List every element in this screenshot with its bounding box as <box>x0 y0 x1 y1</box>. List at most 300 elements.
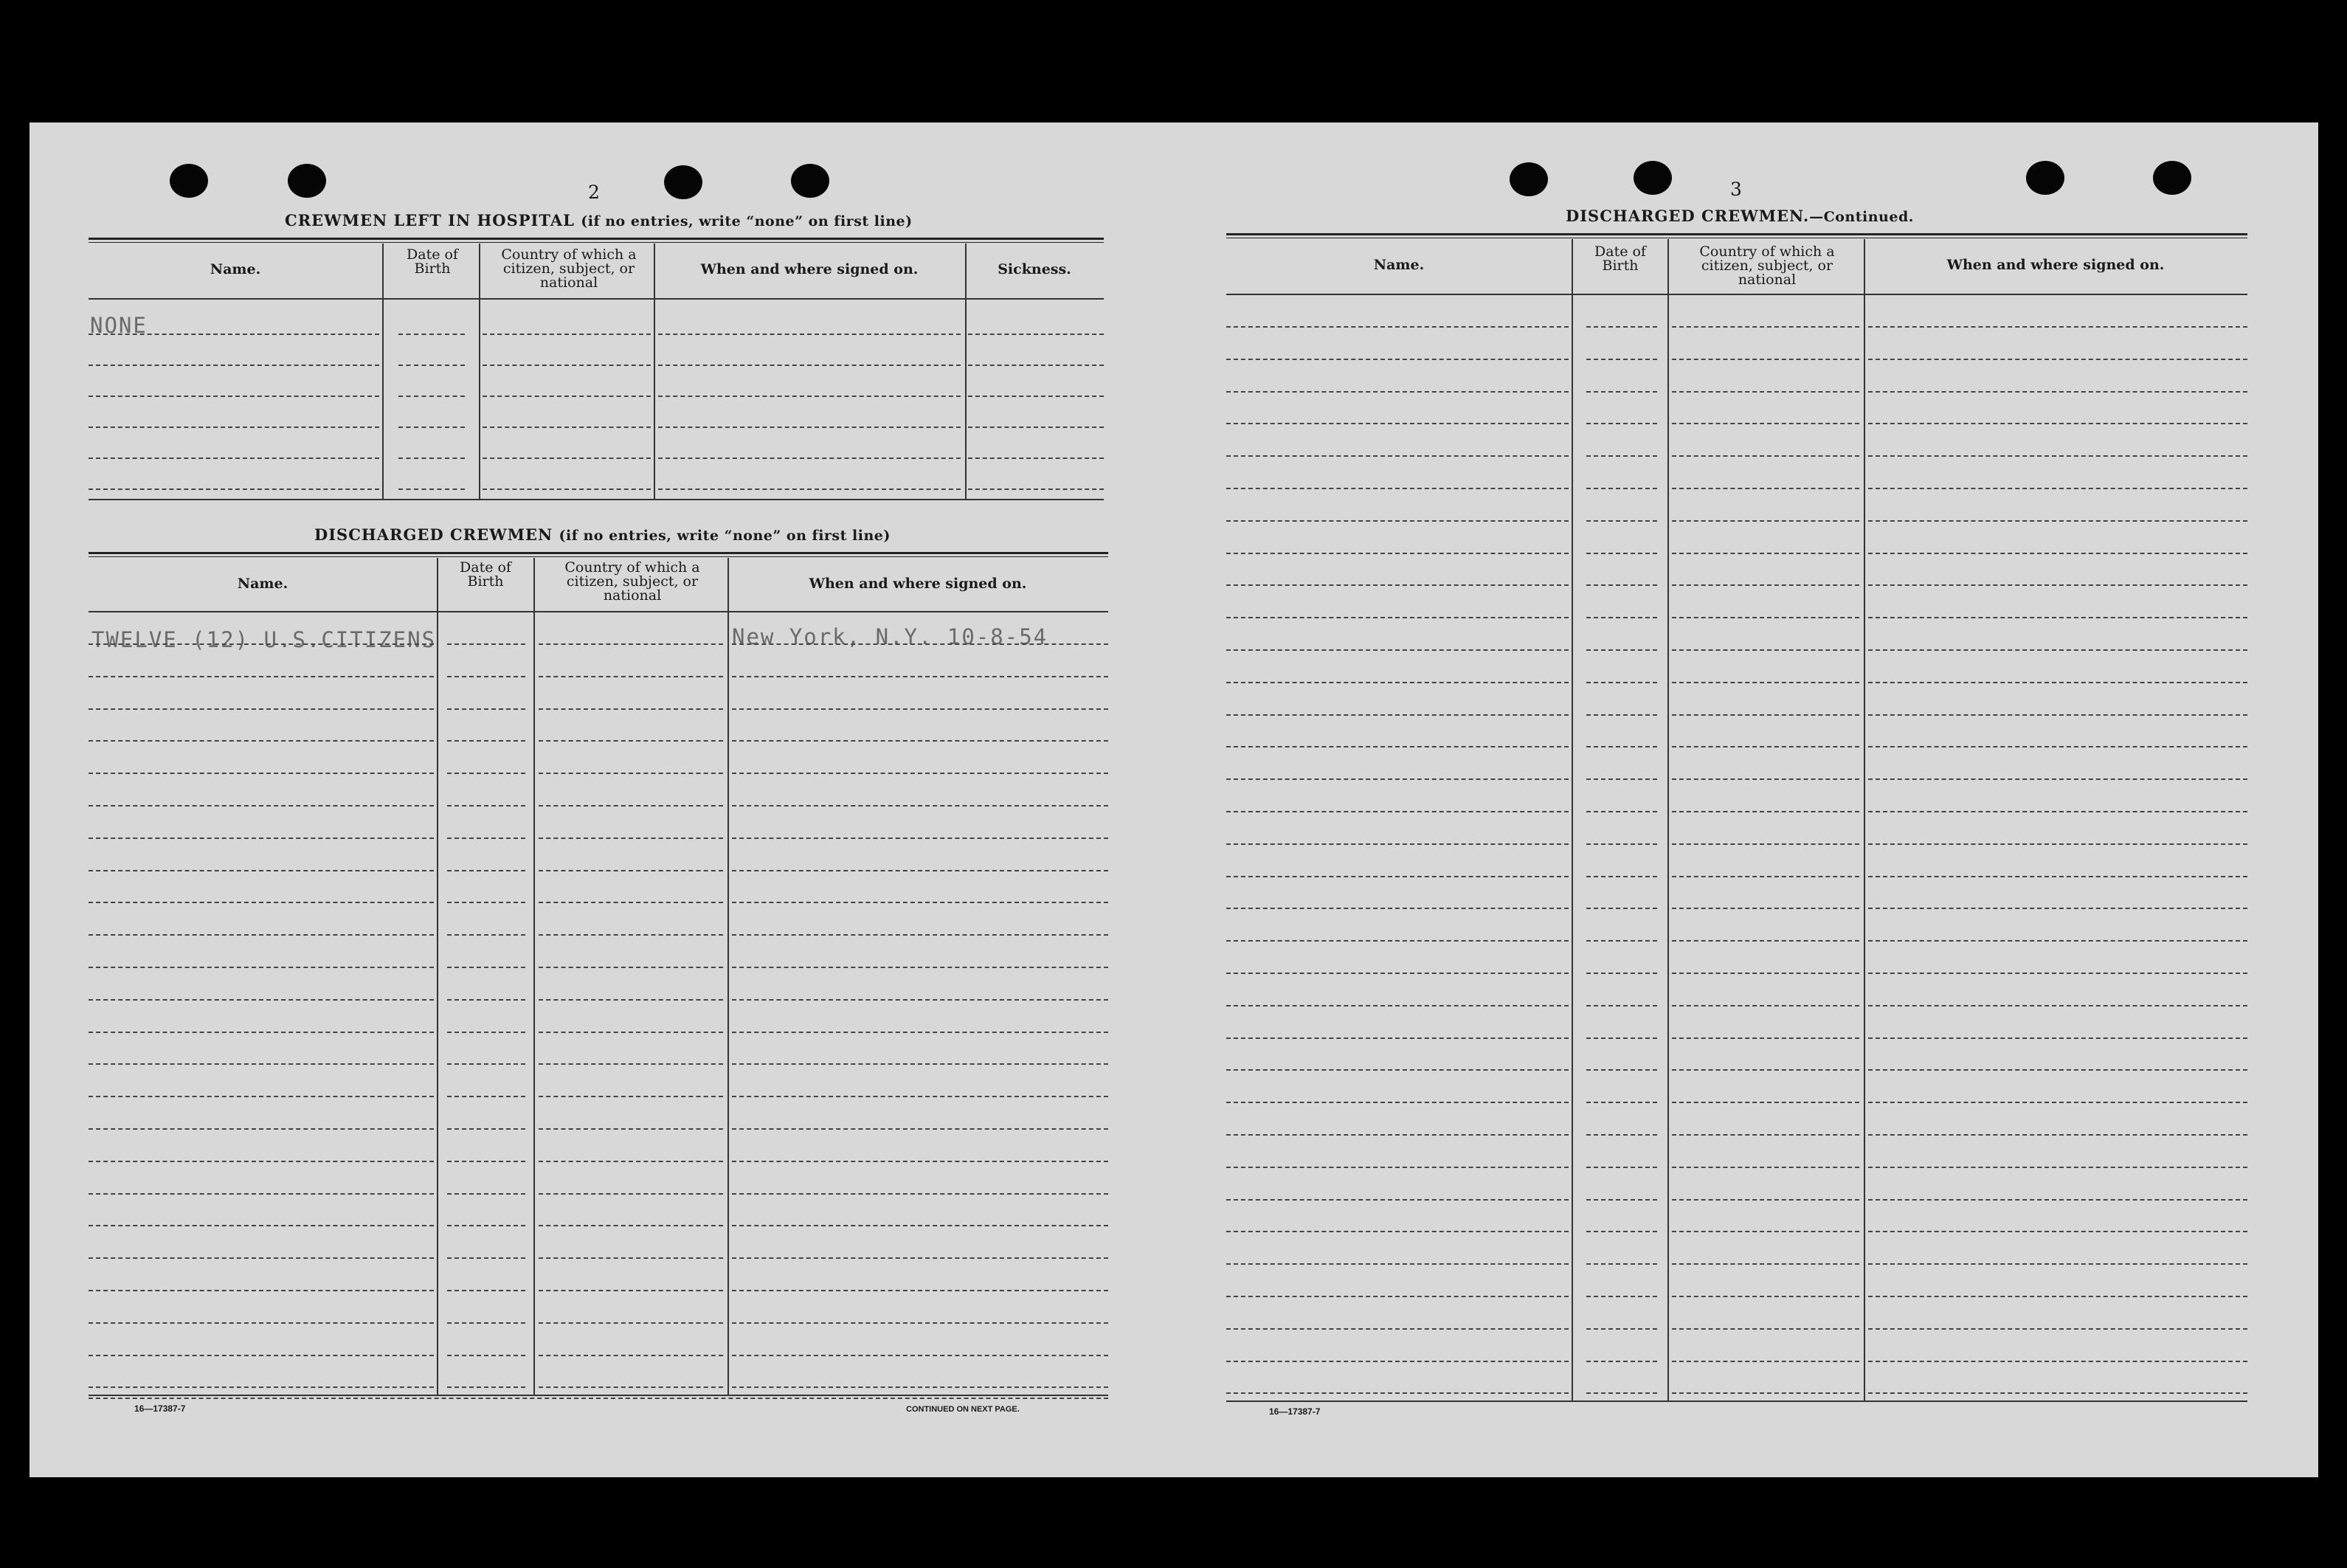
entry-line <box>732 1225 1108 1226</box>
entry-line <box>1868 617 2247 618</box>
entry-line <box>1226 1392 1569 1394</box>
entry-line <box>539 708 723 710</box>
entry-line <box>1868 1102 2247 1103</box>
entry-line <box>1672 908 1859 909</box>
document-sheet <box>30 122 2318 1477</box>
entry-line <box>89 934 434 936</box>
entry-line <box>1868 1134 2247 1136</box>
entry-line <box>968 365 1104 366</box>
entry-line <box>447 1032 525 1033</box>
entry-line <box>732 1096 1108 1097</box>
entry-line <box>447 773 525 774</box>
entry-line <box>1586 584 1657 586</box>
entry-line <box>1672 1102 1859 1103</box>
discharged-section-title: DISCHARGED CREWMEN (if no entries, write “none” on first line) <box>314 525 891 544</box>
column-divider <box>727 558 729 1395</box>
entry-line <box>89 1225 434 1226</box>
entry-line <box>483 488 651 490</box>
entry-line <box>732 1161 1108 1162</box>
entry-line <box>539 999 723 1001</box>
entry-line <box>1226 488 1569 489</box>
entry-line <box>1672 1069 1859 1071</box>
entry-line <box>447 837 525 839</box>
entry-line <box>539 1063 723 1065</box>
entry-line <box>658 457 961 459</box>
entry-line <box>447 1193 525 1195</box>
entry-line <box>1868 391 2247 393</box>
entry-line <box>539 1257 723 1259</box>
entry-line <box>732 1032 1108 1033</box>
entry-line <box>732 773 1108 774</box>
entry-line <box>89 773 434 774</box>
entry-line <box>447 967 525 968</box>
column-header-name: Name. <box>237 576 288 592</box>
entry-line <box>447 643 525 645</box>
entry-line <box>1226 1069 1569 1071</box>
entry-line <box>732 1257 1108 1259</box>
entry-line <box>1868 488 2247 489</box>
entry-line <box>1672 1296 1859 1297</box>
column-header-country: Country of which a citizen, subject, or national <box>501 246 637 291</box>
entry-line <box>1868 876 2247 877</box>
entry-line <box>732 967 1108 968</box>
entry-line <box>1226 1102 1569 1103</box>
entry-line <box>1586 488 1657 489</box>
entry-line <box>1226 423 1569 424</box>
entry-line <box>89 1128 434 1130</box>
entry-line <box>1226 1328 1569 1330</box>
entry-line <box>89 334 379 335</box>
entry-line <box>1672 1005 1859 1006</box>
entry-line <box>1868 1361 2247 1362</box>
entry-line <box>1226 1263 1569 1265</box>
entry-line <box>1226 714 1569 716</box>
entry-line <box>732 902 1108 903</box>
column-header-name: Name. <box>210 261 261 277</box>
entry-line <box>483 365 651 366</box>
entry-line <box>1672 455 1859 457</box>
entry-line <box>539 1225 723 1226</box>
punch-hole <box>1510 162 1548 196</box>
column-divider <box>1572 239 1573 1401</box>
entry-line <box>1226 843 1569 845</box>
entry-line <box>447 1161 525 1162</box>
entry-line <box>732 1355 1108 1356</box>
column-header-sickness: Sickness. <box>998 261 1071 277</box>
entry-line <box>89 643 434 645</box>
entry-line <box>732 805 1108 807</box>
entry-line <box>1586 1296 1657 1297</box>
entry-line <box>1868 714 2247 716</box>
entry-line <box>539 676 723 677</box>
hospital-entry: NONE <box>90 313 148 338</box>
entry-line <box>398 457 465 459</box>
entry-line <box>1868 1005 2247 1006</box>
entry-line <box>447 805 525 807</box>
entry-line <box>539 870 723 871</box>
entry-line <box>1868 940 2247 942</box>
entry-line <box>1226 1167 1569 1168</box>
entry-line <box>1868 1392 2247 1394</box>
entry-line <box>1868 1167 2247 1168</box>
entry-line <box>732 676 1108 677</box>
punch-hole <box>288 164 326 198</box>
punch-hole <box>1634 161 1672 195</box>
hospital-section-title: CREWMEN LEFT IN HOSPITAL (if no entries, write “none” on first line) <box>285 211 913 229</box>
entry-line <box>1226 746 1569 747</box>
entry-line <box>1586 746 1657 747</box>
table-header-rule <box>89 298 1104 300</box>
column-header-date-of-birth: Date of Birth <box>1594 244 1646 274</box>
entry-line <box>447 999 525 1001</box>
entry-line <box>539 902 723 903</box>
entry-line <box>1868 455 2247 457</box>
entry-line <box>1672 1263 1859 1265</box>
column-divider <box>533 558 535 1395</box>
entry-line <box>1226 811 1569 812</box>
entry-line <box>1226 584 1569 586</box>
column-divider <box>965 244 967 499</box>
entry-line <box>1586 1037 1657 1039</box>
table-top-rule <box>89 238 1104 243</box>
entry-line <box>1672 553 1859 554</box>
table-top-rule <box>1226 233 2247 238</box>
entry-line <box>1226 1005 1569 1006</box>
entry-line <box>1586 940 1657 942</box>
column-header-signed-on: When and where signed on. <box>700 261 919 277</box>
entry-line <box>447 1322 525 1324</box>
entry-line <box>539 1386 723 1388</box>
entry-line <box>398 365 465 366</box>
entry-line <box>1868 649 2247 651</box>
discharged-entry-name: TWELVE (12) U.S.CITIZENS <box>91 627 437 652</box>
punch-hole <box>791 164 829 198</box>
entry-line <box>732 870 1108 871</box>
column-header-signed-on: When and where signed on. <box>1946 257 2165 273</box>
entry-line <box>1868 1296 2247 1297</box>
left-page <box>30 122 1173 1477</box>
entry-line <box>1672 843 1859 845</box>
entry-line <box>1586 1231 1657 1232</box>
entry-line <box>447 1355 525 1356</box>
entry-line <box>1672 423 1859 424</box>
entry-line <box>89 365 379 366</box>
column-divider <box>437 558 438 1395</box>
entry-line <box>732 934 1108 936</box>
punch-hole <box>2026 161 2064 195</box>
entry-line <box>1868 1328 2247 1330</box>
entry-line <box>89 1386 434 1388</box>
entry-line <box>398 426 465 428</box>
entry-line <box>1226 940 1569 942</box>
entry-line <box>1226 1037 1569 1039</box>
entry-line <box>968 396 1104 397</box>
entry-line <box>1586 1167 1657 1168</box>
column-header-date-of-birth: Date of Birth <box>407 246 458 277</box>
entry-line <box>1226 1199 1569 1201</box>
entry-line <box>732 740 1108 742</box>
entry-line <box>658 488 961 490</box>
entry-line <box>89 1193 434 1195</box>
column-header-name: Name. <box>1373 257 1425 273</box>
entry-line <box>483 426 651 428</box>
entry-line <box>1672 617 1859 618</box>
table-bottom-rule <box>1226 1401 2247 1402</box>
entry-line <box>1226 1296 1569 1297</box>
entry-line <box>658 334 961 335</box>
entry-line <box>1226 1231 1569 1232</box>
entry-line <box>1586 811 1657 812</box>
entry-line <box>1672 326 1859 328</box>
entry-line <box>1672 1361 1859 1362</box>
entry-line <box>1586 1069 1657 1071</box>
entry-line <box>1672 584 1859 586</box>
entry-line <box>1672 811 1859 812</box>
entry-line <box>539 1355 723 1356</box>
entry-line <box>1586 843 1657 845</box>
entry-line <box>398 334 465 335</box>
right-page <box>1181 122 2318 1477</box>
entry-line <box>89 1355 434 1356</box>
entry-line <box>968 426 1104 428</box>
entry-line <box>89 740 434 742</box>
entry-line <box>1586 876 1657 877</box>
entry-line <box>658 396 961 397</box>
entry-line <box>1868 1069 2247 1071</box>
entry-line <box>1868 1231 2247 1232</box>
entry-line <box>539 1193 723 1195</box>
entry-line <box>539 740 723 742</box>
entry-line <box>539 773 723 774</box>
entry-line <box>732 1193 1108 1195</box>
entry-line <box>483 457 651 459</box>
entry-line <box>1672 714 1859 716</box>
entry-line <box>1586 973 1657 974</box>
entry-line <box>1226 682 1569 683</box>
entry-line <box>1226 1361 1569 1362</box>
continued-note: CONTINUED ON NEXT PAGE. <box>906 1405 1020 1414</box>
entry-line <box>89 902 434 903</box>
entry-line <box>968 457 1104 459</box>
entry-line <box>89 1063 434 1065</box>
entry-line <box>89 708 434 710</box>
entry-line <box>1868 520 2247 522</box>
form-number: 16—17387-7 <box>134 1403 186 1414</box>
form-number: 16—17387-7 <box>1269 1406 1321 1417</box>
entry-line <box>1226 876 1569 877</box>
entry-line <box>1672 1167 1859 1168</box>
entry-line <box>483 334 651 335</box>
entry-line <box>1672 746 1859 747</box>
entry-line <box>89 1096 434 1097</box>
entry-line <box>1226 617 1569 618</box>
entry-line <box>1226 455 1569 457</box>
table-top-rule <box>89 552 1108 557</box>
entry-line <box>89 999 434 1001</box>
entry-line <box>539 837 723 839</box>
entry-line <box>89 837 434 839</box>
entry-line <box>1672 1037 1859 1039</box>
entry-line <box>1586 423 1657 424</box>
entry-line <box>1586 391 1657 393</box>
punch-hole <box>2153 161 2191 195</box>
entry-line <box>1868 843 2247 845</box>
entry-line <box>1868 682 2247 683</box>
entry-line <box>1868 1199 2247 1201</box>
table-header-rule <box>1226 294 2247 295</box>
entry-line <box>1226 359 1569 360</box>
entry-line <box>1868 973 2247 974</box>
entry-line <box>539 1290 723 1291</box>
entry-line <box>1226 649 1569 651</box>
entry-line <box>1226 1134 1569 1136</box>
entry-line <box>1586 359 1657 360</box>
entry-line <box>732 1128 1108 1130</box>
entry-line <box>1586 1392 1657 1394</box>
entry-line <box>539 1096 723 1097</box>
column-divider <box>382 244 384 499</box>
table-header-rule <box>89 611 1108 612</box>
entry-line <box>1586 455 1657 457</box>
entry-line <box>732 1063 1108 1065</box>
entry-line <box>539 967 723 968</box>
entry-line <box>447 740 525 742</box>
entry-line <box>732 837 1108 839</box>
column-header-signed-on: When and where signed on. <box>809 576 1027 592</box>
entry-line <box>732 1386 1108 1388</box>
entry-line <box>89 1032 434 1033</box>
entry-line <box>89 870 434 871</box>
entry-line <box>89 457 379 459</box>
entry-line <box>1226 391 1569 393</box>
page-number: 2 <box>588 182 600 203</box>
column-header-country: Country of which a citizen, subject, or national <box>564 559 700 604</box>
footer-rule <box>89 1398 1108 1399</box>
entry-line <box>658 426 961 428</box>
entry-line <box>1586 908 1657 909</box>
entry-line <box>1226 778 1569 780</box>
column-divider <box>654 244 655 499</box>
entry-line <box>1868 359 2247 360</box>
entry-line <box>1586 1361 1657 1362</box>
entry-line <box>1672 682 1859 683</box>
entry-line <box>1586 682 1657 683</box>
table-bottom-rule <box>89 1395 1108 1396</box>
entry-line <box>1672 1231 1859 1232</box>
entry-line <box>89 1257 434 1259</box>
entry-line <box>1672 1328 1859 1330</box>
entry-line <box>483 396 651 397</box>
column-divider <box>1667 239 1669 1401</box>
entry-line <box>1672 488 1859 489</box>
entry-line <box>732 999 1108 1001</box>
entry-line <box>1586 617 1657 618</box>
entry-line <box>447 1225 525 1226</box>
entry-line <box>1226 520 1569 522</box>
entry-line <box>89 805 434 807</box>
entry-line <box>1586 326 1657 328</box>
entry-line <box>1586 1005 1657 1006</box>
entry-line <box>447 1257 525 1259</box>
entry-line <box>1586 714 1657 716</box>
entry-line <box>539 934 723 936</box>
entry-line <box>89 676 434 677</box>
entry-line <box>89 396 379 397</box>
entry-line <box>1586 1328 1657 1330</box>
entry-line <box>1868 1037 2247 1039</box>
entry-line <box>1672 1134 1859 1136</box>
column-divider <box>1864 239 1865 1401</box>
entry-line <box>1868 1263 2247 1265</box>
entry-line <box>447 934 525 936</box>
entry-line <box>732 708 1108 710</box>
continued-section-title: DISCHARGED CREWMEN.—Continued. <box>1566 207 1914 225</box>
entry-line <box>447 676 525 677</box>
entry-line <box>1586 649 1657 651</box>
entry-line <box>539 1322 723 1324</box>
entry-line <box>1868 908 2247 909</box>
page-number: 3 <box>1730 179 1742 200</box>
entry-line <box>1868 778 2247 780</box>
entry-line <box>1868 553 2247 554</box>
entry-line <box>539 1128 723 1130</box>
entry-line <box>732 1290 1108 1291</box>
entry-line <box>1226 908 1569 909</box>
column-header-country: Country of which a citizen, subject, or national <box>1699 244 1835 288</box>
entry-line <box>968 488 1104 490</box>
entry-line <box>1672 649 1859 651</box>
table-bottom-rule <box>89 499 1104 500</box>
entry-line <box>447 1063 525 1065</box>
entry-line <box>1586 1263 1657 1265</box>
entry-line <box>1868 423 2247 424</box>
entry-line <box>1868 746 2247 747</box>
entry-line <box>658 365 961 366</box>
entry-line <box>447 708 525 710</box>
entry-line <box>89 1161 434 1162</box>
column-header-date-of-birth: Date of Birth <box>460 559 511 590</box>
entry-line <box>1672 1392 1859 1394</box>
entry-line <box>447 870 525 871</box>
entry-line <box>1672 391 1859 393</box>
entry-line <box>539 643 723 645</box>
entry-line <box>732 1322 1108 1324</box>
entry-line <box>398 488 465 490</box>
entry-line <box>89 1322 434 1324</box>
discharged-entry-signed-on: New York, N.Y. 10-8-54 <box>732 624 1048 649</box>
entry-line <box>1868 811 2247 812</box>
entry-line <box>1672 359 1859 360</box>
entry-line <box>1226 326 1569 328</box>
entry-line <box>1672 520 1859 522</box>
entry-line <box>1672 973 1859 974</box>
entry-line <box>89 426 379 428</box>
entry-line <box>1586 1199 1657 1201</box>
entry-line <box>1226 553 1569 554</box>
entry-line <box>1586 778 1657 780</box>
entry-line <box>447 902 525 903</box>
entry-line <box>89 1290 434 1291</box>
entry-line <box>1868 584 2247 586</box>
entry-line <box>1586 1102 1657 1103</box>
entry-line <box>447 1290 525 1291</box>
entry-line <box>89 967 434 968</box>
entry-line <box>1586 553 1657 554</box>
entry-line <box>1586 520 1657 522</box>
entry-line <box>539 1032 723 1033</box>
entry-line <box>539 805 723 807</box>
punch-hole <box>170 164 208 198</box>
